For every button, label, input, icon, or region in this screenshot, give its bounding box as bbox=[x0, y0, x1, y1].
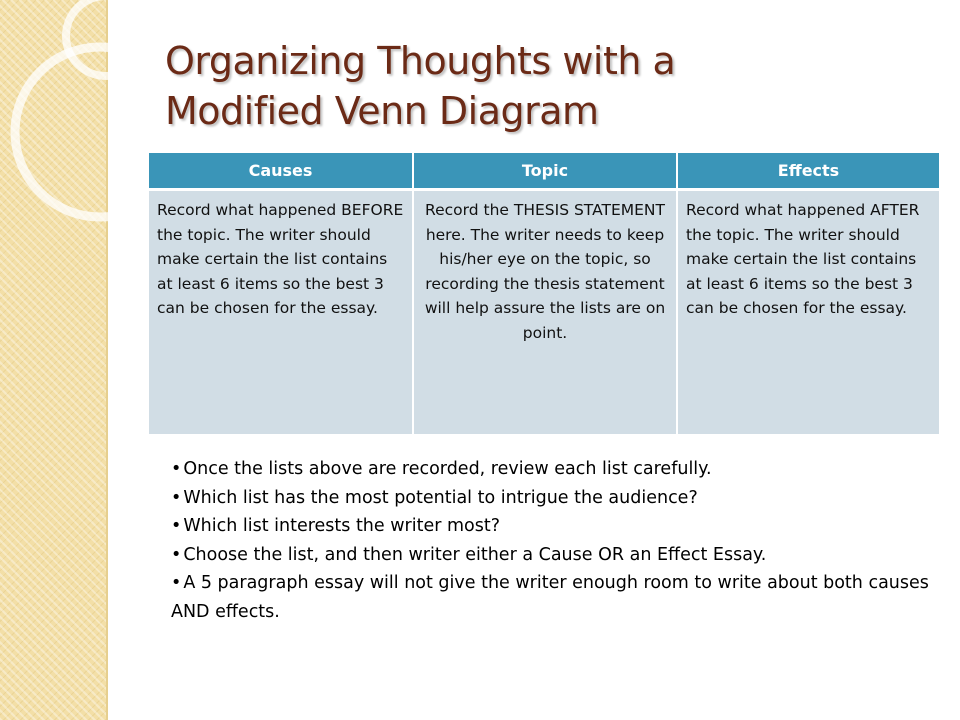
decorative-side-band bbox=[0, 0, 108, 720]
list-item bbox=[171, 484, 931, 513]
bullet-list bbox=[171, 455, 931, 626]
header-effects: Effects bbox=[677, 153, 939, 190]
bullet-text: Choose the list, and then writer either a Cause OR an Effect Essay. bbox=[183, 544, 767, 565]
bullet-icon: • bbox=[171, 459, 182, 479]
title-line-2: Modified Venn Diagram bbox=[165, 89, 599, 133]
cell-effects: Record what happened AFTER the topic. The writer should make certain the list contains at least 6 items so the best 3 can be chosen for the essay. bbox=[677, 190, 939, 435]
bullet-text: Which list interests the writer most? bbox=[183, 516, 501, 536]
bullet-icon: • bbox=[171, 544, 182, 565]
bullet-icon: • bbox=[171, 516, 182, 536]
list-item bbox=[171, 569, 931, 626]
table-header-row bbox=[149, 153, 939, 190]
cell-causes: Record what happened BEFORE the topic. The writer should make certain the list contains at least 6 items so the best 3 can be chosen for the essay. bbox=[149, 190, 413, 435]
list-item bbox=[171, 455, 931, 484]
header-causes: Causes bbox=[149, 153, 413, 190]
bullet-icon: • bbox=[171, 573, 182, 593]
list-item bbox=[171, 541, 931, 570]
table-row bbox=[149, 190, 939, 435]
page-title bbox=[165, 36, 925, 136]
title-line-1: Organizing Thoughts with a bbox=[165, 39, 676, 83]
header-topic: Topic bbox=[413, 153, 677, 190]
list-item bbox=[171, 512, 931, 541]
bullet-icon: • bbox=[171, 487, 182, 508]
venn-table bbox=[149, 153, 939, 434]
bullet-text: Once the lists above are recorded, review each list carefully. bbox=[183, 459, 712, 479]
cell-topic: Record the THESIS STATEMENT here. The writer needs to keep his/her eye on the topic, so recording the thesis statement will help assure the lists are on point. bbox=[413, 190, 677, 435]
bullet-text: Which list has the most potential to intrigue the audience? bbox=[183, 487, 698, 508]
bullet-text: A 5 paragraph essay will not give the writer enough room to write about both causes AND effects. bbox=[171, 573, 929, 622]
